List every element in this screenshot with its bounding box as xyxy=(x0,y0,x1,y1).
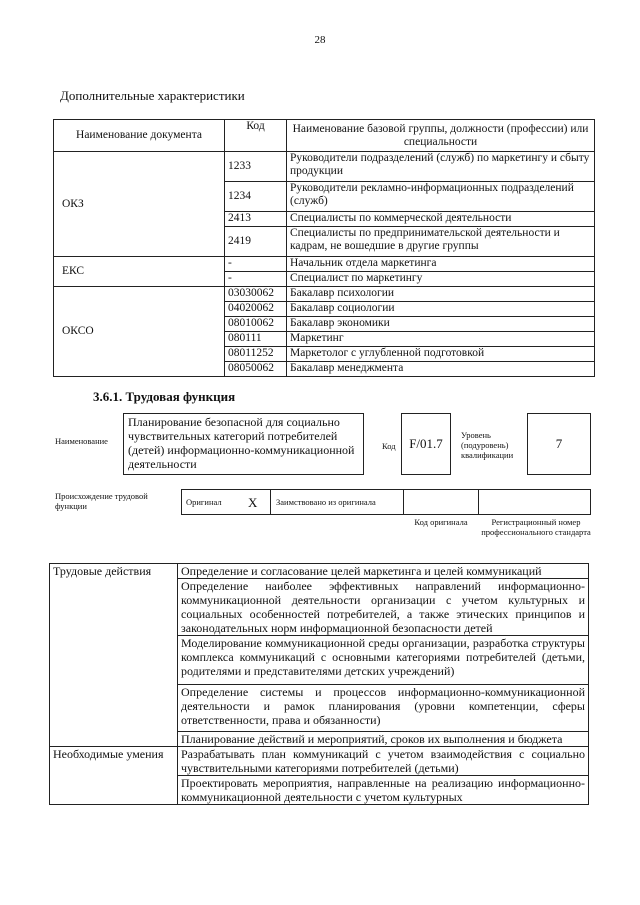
code-cell: 08050062 xyxy=(225,362,287,377)
borrowed-label: Заимствовано из оригинала xyxy=(276,497,376,507)
original-mark: X xyxy=(248,495,258,510)
reg-number-caption: Регистрационный номер профессионального стандарта xyxy=(481,517,591,537)
code-value: F/01.7 xyxy=(409,436,443,451)
name-cell: Бакалавр экономики xyxy=(287,317,595,332)
name-cell: Специалист по маркетингу xyxy=(287,272,595,287)
code-cell: - xyxy=(225,257,287,272)
labor-action-item: Моделирование коммуникационной среды организации, разработка структуры комплекса коммуникаций с основными категориями потребителей (детьми, родителями и представителями детских учреждений) xyxy=(178,636,589,685)
doc-cell-okz: ОКЗ xyxy=(54,152,225,257)
code-cell: 2419 xyxy=(225,227,287,257)
code-cell: 2413 xyxy=(225,212,287,227)
level-label: Уровень (подуровень) квалификации xyxy=(461,430,514,460)
code-cell: 080111 xyxy=(225,332,287,347)
doc-cell-eks: ЕКС xyxy=(54,257,225,287)
classification-table xyxy=(53,119,595,377)
code-cell: 08011252 xyxy=(225,347,287,362)
skill-item: Разрабатывать план коммуникаций с учетом взаимодействия с социально чувствительными категориями потребителей (детьми) xyxy=(178,747,589,776)
skill-item: Проектировать мероприятия, направленные на реализацию информационно-коммуникационной деятельности с учетом культурных xyxy=(178,776,589,805)
doc-cell-okso: ОКСО xyxy=(54,287,225,377)
labor-actions-label: Трудовые действия xyxy=(50,564,178,747)
col-header-name: Наименование базовой группы, должности (профессии) или специальности xyxy=(287,120,595,152)
labor-action-item: Планирование действий и мероприятий, сроков их выполнения и бюджета xyxy=(178,732,589,747)
original-label: Оригинал xyxy=(186,497,222,507)
labor-action-item: Определение наиболее эффективных направлений информационно-коммуникационной деятельности организации с учетом культурных и социальных особенностей потребителей, а также этических принципов и законодательных норм информационной безопасности детей xyxy=(178,579,589,636)
section-heading: Дополнительные характеристики xyxy=(60,88,245,103)
origin-divider-3 xyxy=(478,489,479,514)
code-label: Код xyxy=(382,441,396,451)
function-details-table xyxy=(49,563,589,805)
function-heading: 3.6.1. Трудовая функция xyxy=(93,389,236,404)
origin-row xyxy=(181,489,591,515)
code-cell: 1234 xyxy=(225,182,287,212)
origin-label: Происхождение трудовой функции xyxy=(55,491,148,511)
col-header-code: Код xyxy=(225,120,287,152)
name-cell: Бакалавр социологии xyxy=(287,302,595,317)
function-name-value: Планирование безопасной для социально чувствительных категорий потребителей (детей) информационно-коммуникационной деятельности xyxy=(128,415,355,471)
name-cell: Руководители подразделений (служб) по маркетингу и сбыту продукции xyxy=(287,152,595,182)
code-cell: 1233 xyxy=(225,152,287,182)
labor-action-item: Определение и согласование целей маркетинга и целей коммуникаций xyxy=(178,564,589,579)
name-cell: Начальник отдела маркетинга xyxy=(287,257,595,272)
code-cell: 04020062 xyxy=(225,302,287,317)
name-cell: Маркетолог с углубленной подготовкой xyxy=(287,347,595,362)
page-number: 28 xyxy=(314,34,326,46)
name-cell: Специалисты по предпринимательской деятельности и кадрам, не вошедшие в другие группы xyxy=(287,227,595,257)
origin-divider-2 xyxy=(403,489,404,514)
skills-label: Необходимые умения xyxy=(50,747,178,805)
name-cell: Специалисты по коммерческой деятельности xyxy=(287,212,595,227)
name-cell: Руководители рекламно-информационных подразделений (служб) xyxy=(287,182,595,212)
code-cell: 03030062 xyxy=(225,287,287,302)
labor-action-item: Определение системы и процессов информационно-коммуникационной деятельности и рамок планирования (уровни компетенции, сферы ответственности, права и обязанности) xyxy=(178,685,589,732)
level-value: 7 xyxy=(555,436,563,451)
code-original-caption: Код оригинала xyxy=(414,517,468,527)
name-label: Наименование xyxy=(55,436,108,446)
name-cell: Бакалавр психологии xyxy=(287,287,595,302)
origin-divider-1 xyxy=(270,489,271,514)
name-cell: Бакалавр менеджмента xyxy=(287,362,595,377)
col-header-doc: Наименование документа xyxy=(54,120,225,152)
code-cell: - xyxy=(225,272,287,287)
name-cell: Маркетинг xyxy=(287,332,595,347)
code-cell: 08010062 xyxy=(225,317,287,332)
